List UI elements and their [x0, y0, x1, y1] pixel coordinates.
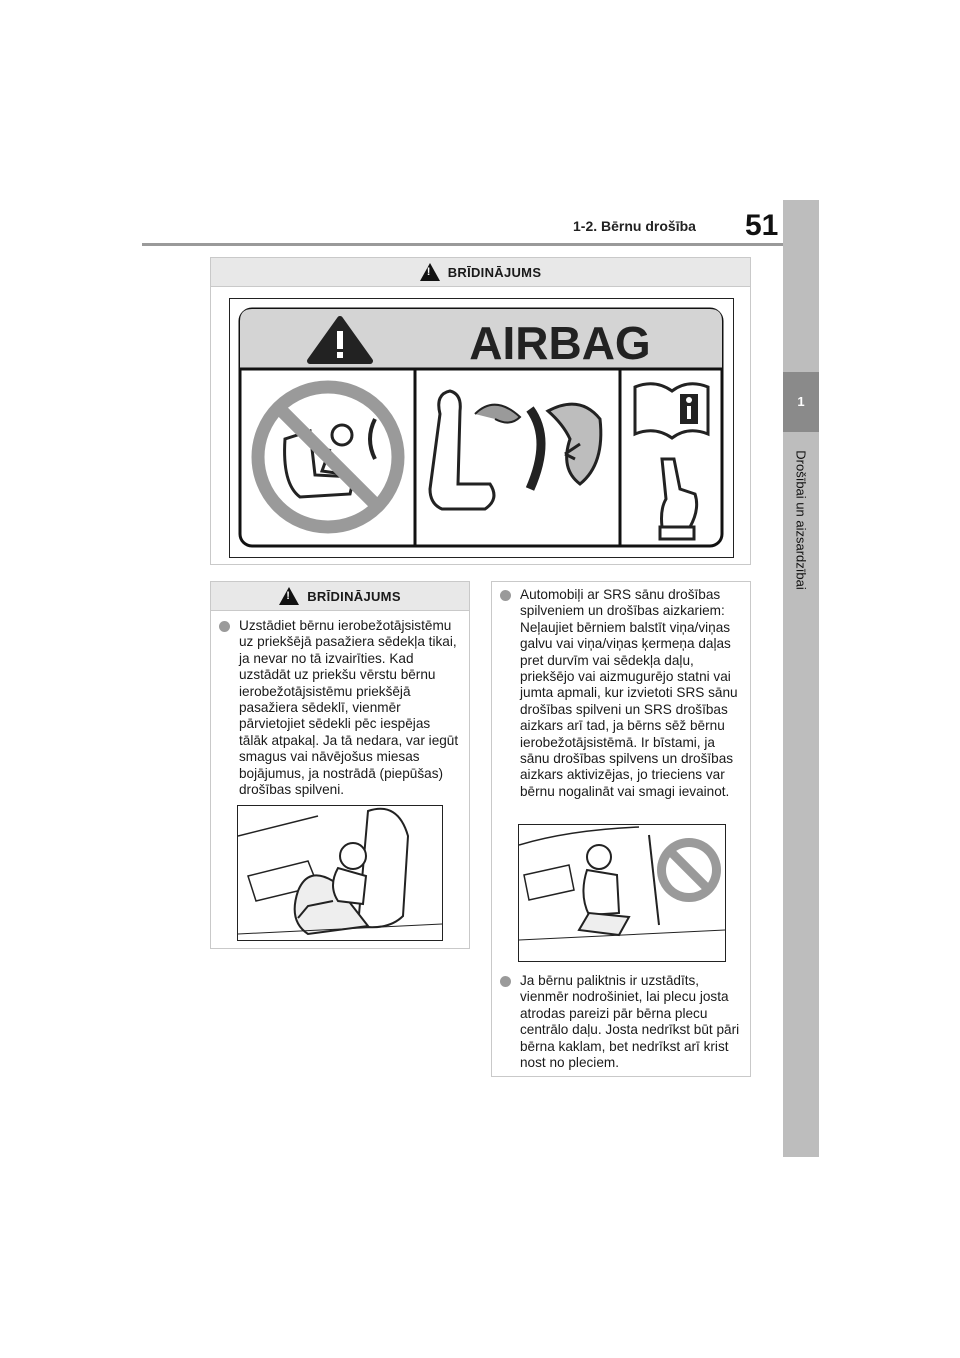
warning-header [211, 258, 750, 287]
child-seat-svg [238, 806, 442, 940]
bullet-icon [500, 976, 511, 987]
booster-svg [519, 825, 725, 961]
warning-paragraph [211, 618, 469, 798]
airbag-warning-box [210, 257, 751, 565]
prohibition-icon [258, 387, 398, 527]
chapter-label: Drošībai un aizsardzībai [793, 450, 809, 590]
warning-header [211, 582, 469, 611]
bullet-icon [500, 590, 511, 601]
child-seat-illustration [237, 805, 443, 941]
manual-info-icon [635, 384, 708, 438]
side-airbag-paragraph [492, 587, 750, 800]
page-number: 51 [745, 209, 779, 242]
section-title: 1-2. Bērnu drošība [573, 218, 696, 234]
warning-heading: BRĪDINĀJUMS [307, 588, 401, 604]
airbag-label-text: AIRBAG [469, 317, 651, 369]
chapter-tab[interactable]: 1 [783, 372, 819, 432]
side-airbag-text: Automobiļi ar SRS sānu drošības spilveniem un drošības aizkariem: Neļaujiet bērniem balstīt viņa/viņas galvu vai viņa/viņas ķermeņa daļas pret durvīm vai sēdekļa daļu, priekšējo vai aizmugurējo statni vai jumta apmali, kur izvietoti SRS sānu drošības spilveni un SRS drošības aizkars arī tad, ja bērns sēž bērnu ierobežotājsistēmā. Ir bīstami, ja sānu drošības spilvens un drošības aizkars aktivizējas, jo trieciens var bērnu nogalināt vai smagi ievainot. [520, 587, 738, 799]
belt-paragraph [492, 973, 750, 1071]
warning-triangle-icon [279, 587, 299, 605]
child-seat-warning-box [210, 581, 470, 949]
side-bar [783, 200, 819, 1157]
airbag-label-figure [229, 298, 734, 558]
header-rule [142, 243, 784, 246]
warning-triangle-icon [420, 263, 440, 281]
warning-text: Uzstādiet bērnu ierobežotājsistēmu uz priekšējā pasažiera sēdekļa tikai, ja nevar no tā izvairīties. Kad uzstādāt uz priekšu vērstu bērnu ierobežotājsistēmu priekšējā pasažiera sēdeklī, vienmēr pārvietojiet sēdekli pēc iespējas tālāk atpakaļ. Ja tā nedara, var iegūt smagus vai nāvējošus miesas bojājumus, ja nostrādā (piepūšas) drošības spilveni. [239, 618, 459, 798]
side-airbag-panel [491, 581, 751, 1077]
belt-text: Ja bērnu paliktnis ir uzstādīts, vienmēr nodrošiniet, lai plecu josta atrodas pareizi pār bērna plecu centrālo daļu. Josta nedrīkst būt pāri bērna kaklam, bet nedrīkst arī krist nost no pleciem. [520, 973, 740, 1071]
booster-illustration [518, 824, 726, 962]
airbag-label-svg [230, 299, 733, 557]
warning-heading: BRĪDINĀJUMS [447, 264, 542, 280]
bullet-icon [219, 621, 230, 632]
